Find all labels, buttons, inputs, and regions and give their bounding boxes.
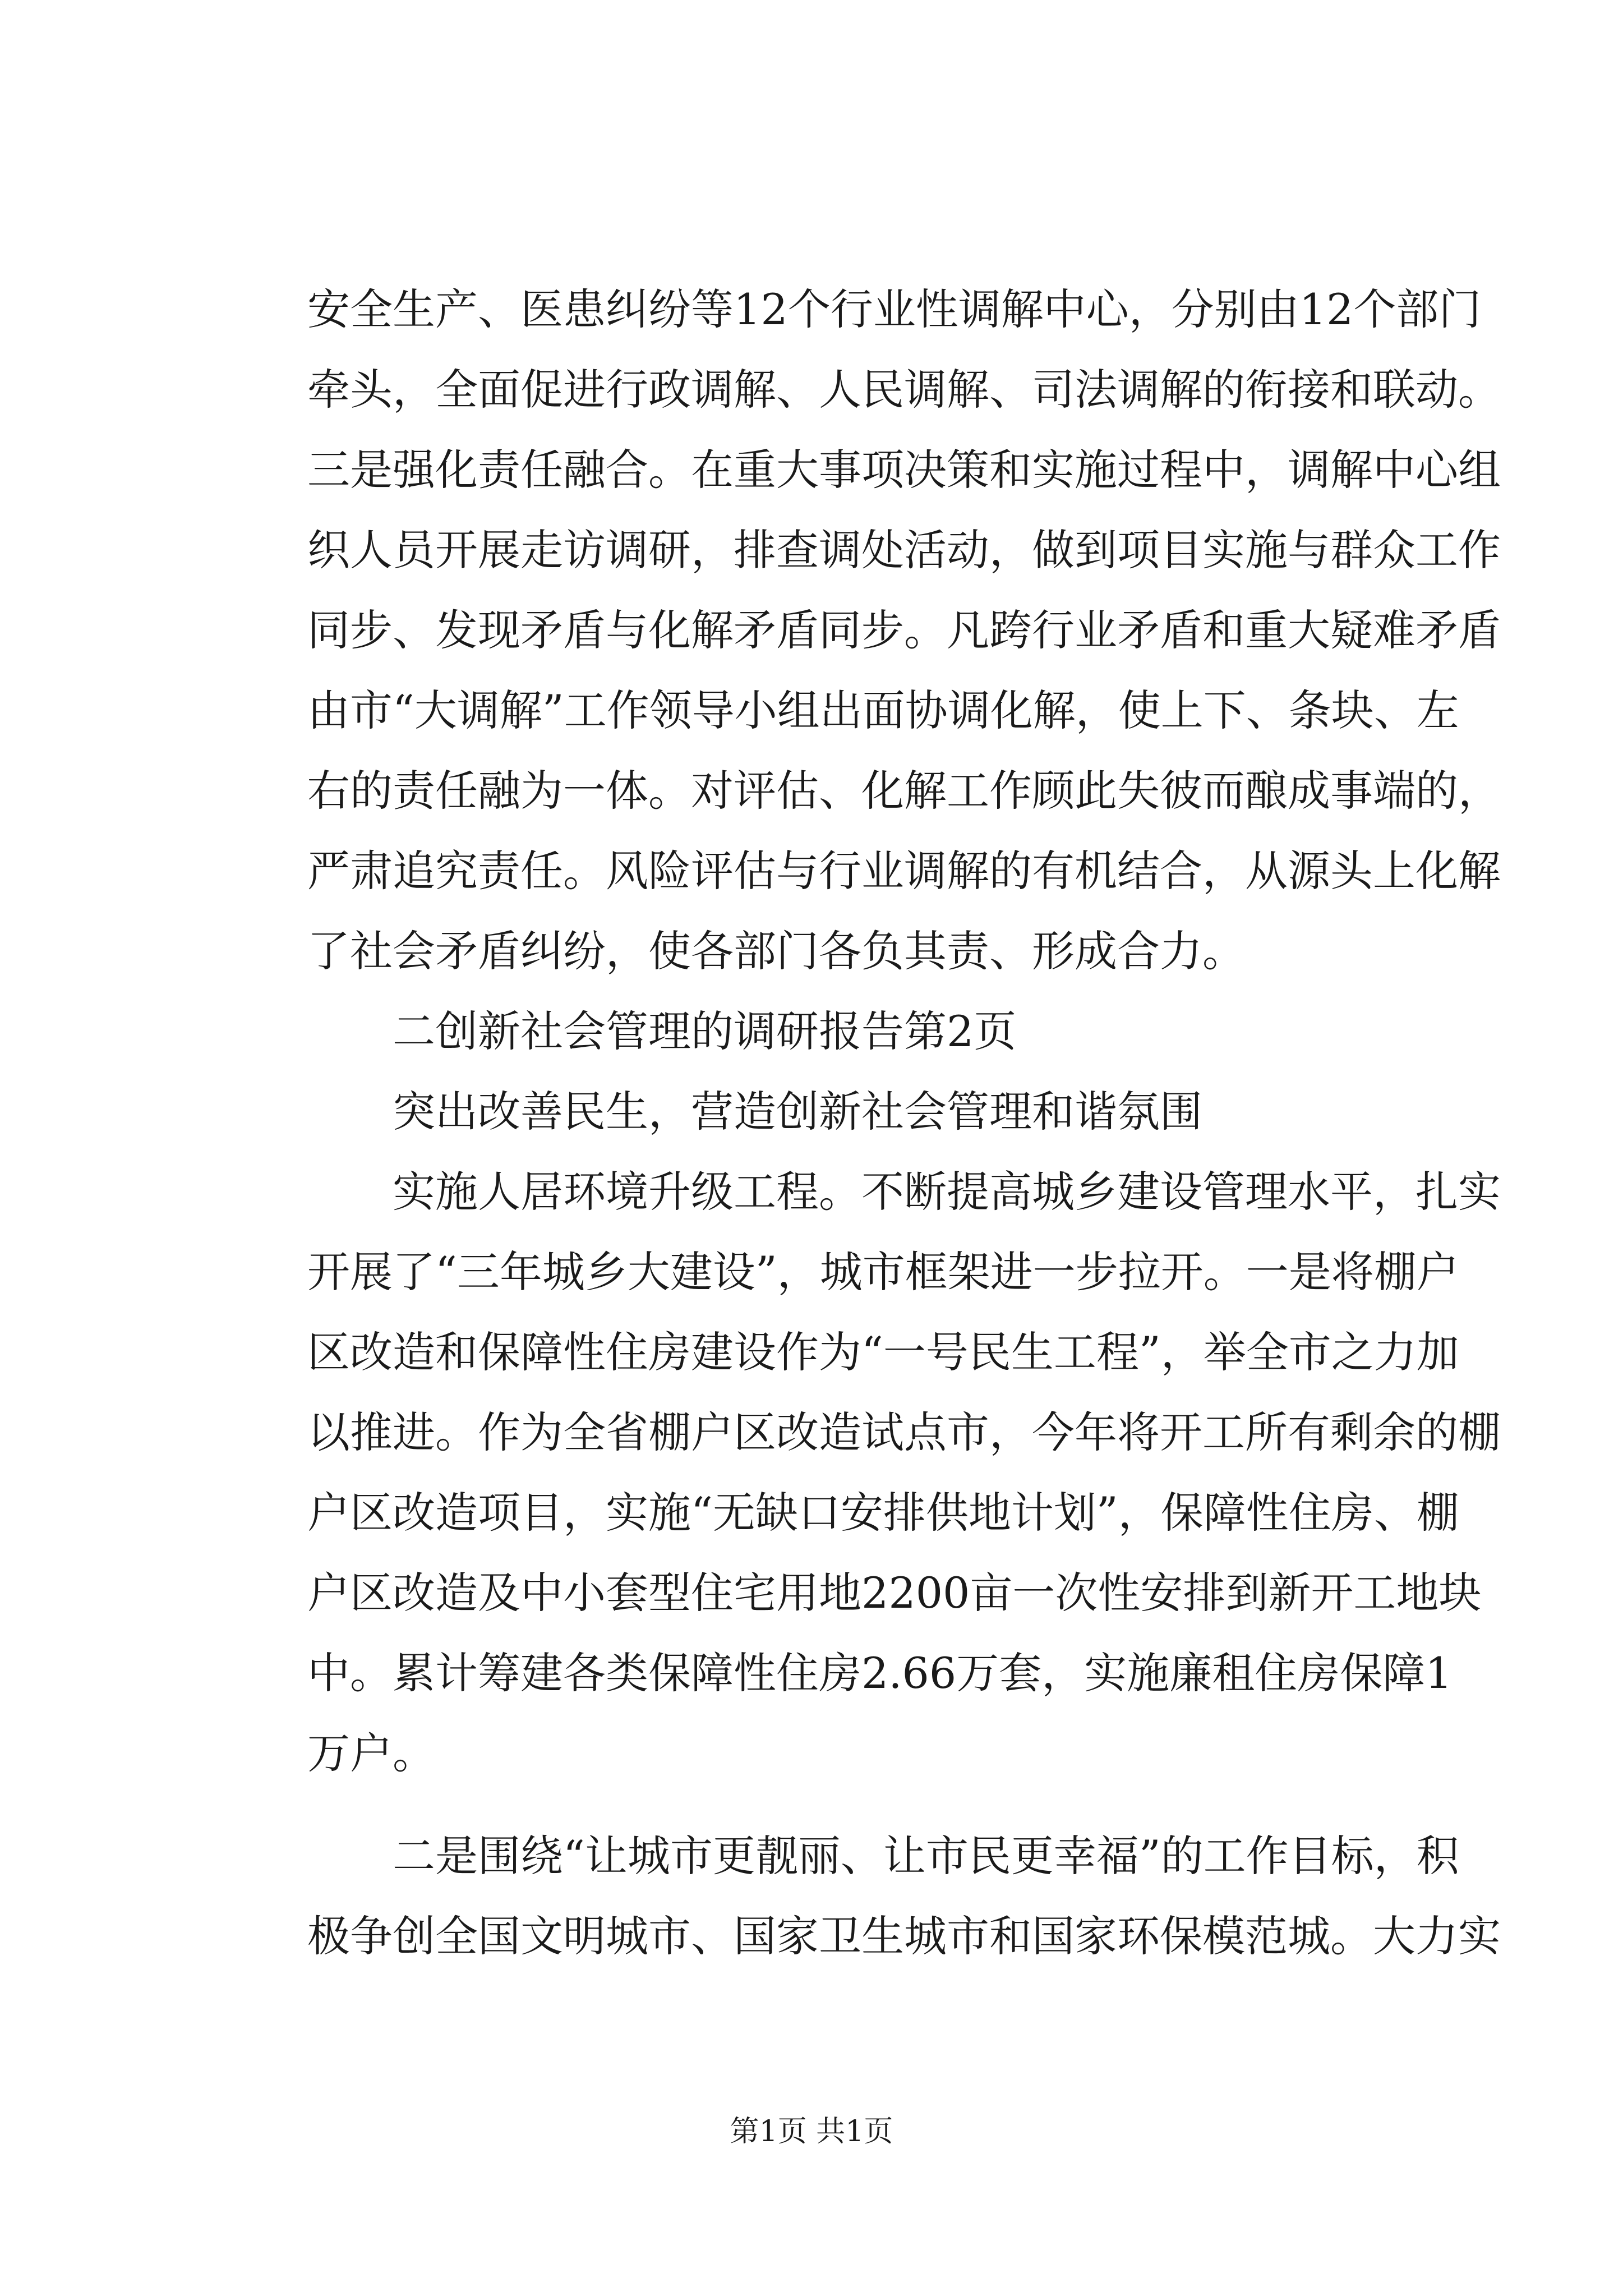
text-line: 织人员开展走访调研，排查调处活动，做到项目实施与群众工作 — [307, 525, 1501, 575]
text-line: 万户。 — [307, 1728, 435, 1778]
text-line: 二是围绕“让城市更靓丽、让市民更幸福”的工作目标，积 — [393, 1831, 1459, 1881]
text-line: 严肃追究责任。风险评估与行业调解的有机结合，从源头上化解 — [307, 846, 1501, 896]
document-body — [307, 269, 1501, 1976]
text-line: 户区改造及中小套型住宅用地2200亩一次性安排到新开工地块 — [307, 1568, 1482, 1618]
text-line: 以推进。作为全省棚户区改造试点市，今年将开工所有剩余的棚 — [307, 1407, 1501, 1457]
text-line: 右的责任融为一体。对评估、化解工作顾此失彼而酿成事端的， — [307, 766, 1501, 816]
text-line: 中。累计筹建各类保障性住房2.66万套，实施廉租住房保障1 — [307, 1648, 1453, 1698]
paragraph-gap — [307, 1793, 1429, 1816]
text-line: 同步、发现矛盾与化解矛盾同步。凡跨行业矛盾和重大疑难矛盾 — [307, 605, 1501, 655]
text-line: 了社会矛盾纠纷，使各部门各负其责、形成合力。 — [307, 926, 1245, 976]
text-line: 实施人居环境升级工程。不断提高城乡建设管理水平，扎实 — [393, 1167, 1501, 1217]
text-line: 户区改造项目，实施“无缺口安排供地计划”，保障性住房、棚 — [307, 1488, 1459, 1538]
text-line: 三是强化责任融合。在重大事项决策和实施过程中，调解中心组 — [307, 445, 1501, 495]
text-line: 二创新社会管理的调研报告第2页 — [393, 1006, 1017, 1056]
text-line: 突出改善民生，营造创新社会管理和谐氛围 — [393, 1087, 1202, 1137]
text-line: 区改造和保障性住房建设作为“一号民生工程”，举全市之力加 — [307, 1327, 1459, 1377]
text-line: 极争创全国文明城市、国家卫生城市和国家环保模范城。大力实 — [307, 1911, 1501, 1961]
text-line: 安全生产、医患纠纷等12个行业性调解中心，分别由12个部门 — [307, 284, 1482, 334]
text-line: 由市“大调解”工作领导小组出面协调化解，使上下、条块、左 — [307, 685, 1459, 735]
page-footer: 第1页 共1页 — [730, 2115, 893, 2148]
text-line: 开展了“三年城乡大建设”，城市框架进一步拉开。一是将棚户 — [307, 1247, 1459, 1297]
text-line: 牵头，全面促进行政调解、人民调解、司法调解的衔接和联动。 — [307, 365, 1501, 415]
